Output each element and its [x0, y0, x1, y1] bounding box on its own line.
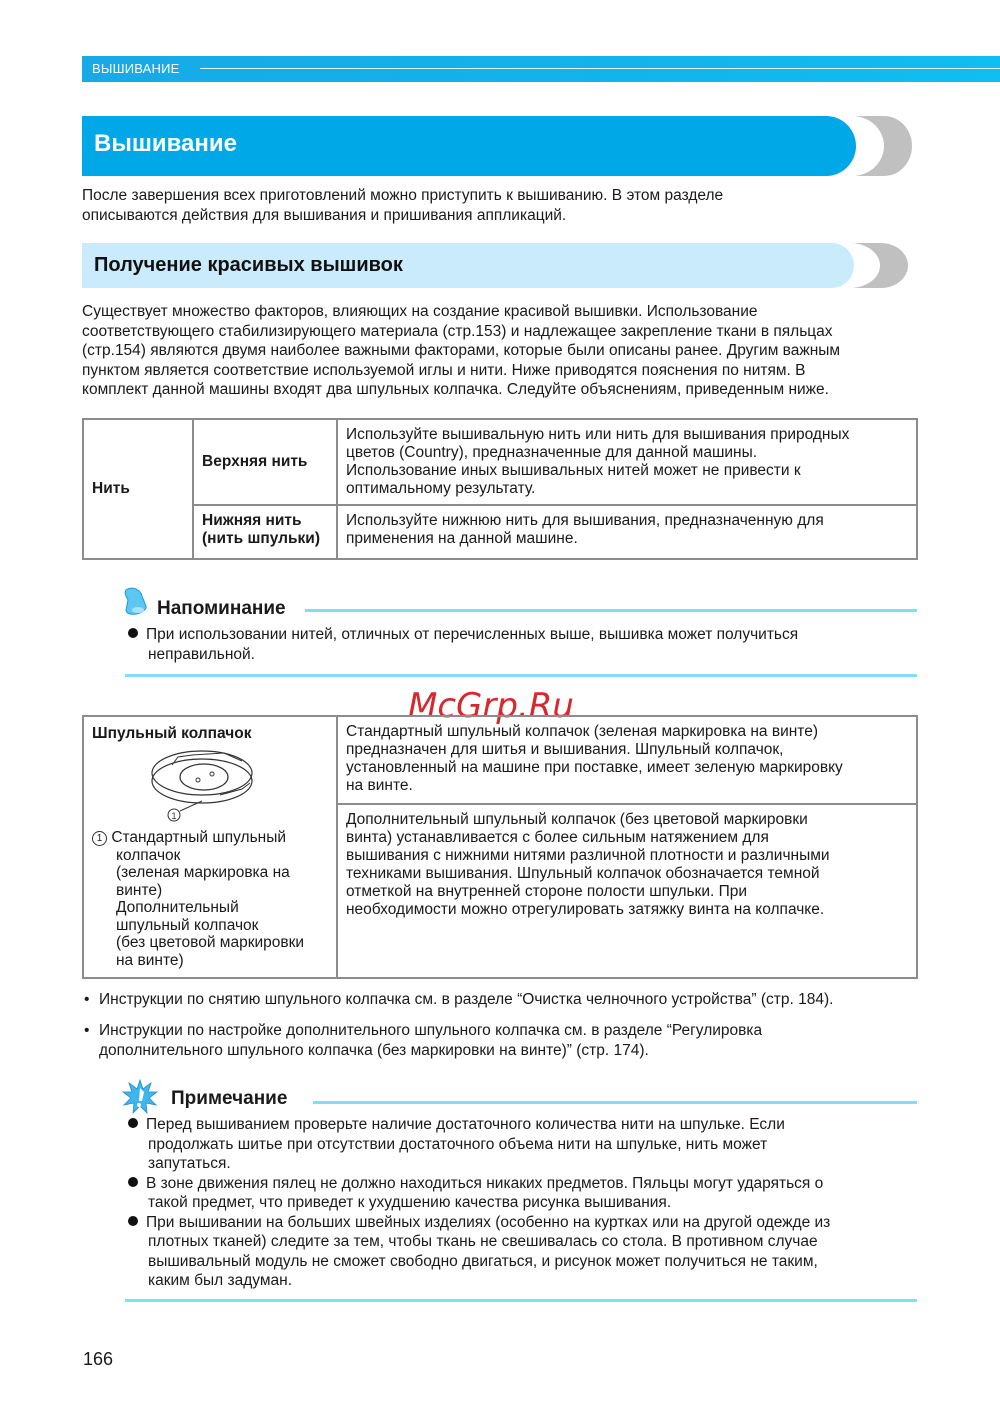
- upper-thread-label: Верхняя нить: [193, 419, 337, 505]
- text-line: отметкой на внутренней стороне полости шпульки. При: [346, 883, 748, 900]
- bobbin-case-cell: [83, 716, 337, 978]
- text-line: винта) устанавливается с более сильным натяжением для: [346, 829, 769, 846]
- text-line: Используйте вышивальную нить или нить для вышивания природных: [346, 426, 850, 443]
- text-line: дополнительного шпульного колпачка (без маркировки на винте)” (стр. 174).: [99, 1041, 649, 1059]
- bullet-icon: [128, 628, 138, 638]
- text-line: Стандартный шпульный колпачок (зеленая маркировка на винте): [346, 723, 819, 740]
- exclamation-burst-icon: [122, 1079, 158, 1115]
- page-title: Вышивание: [94, 130, 237, 157]
- text-line: При вышивании на больших швейных изделиях (особенно на куртках или на другой одежде из: [146, 1213, 831, 1231]
- text-line: предназначен для шитья и вышивания. Шпульный колпачок,: [346, 741, 784, 758]
- text-line: Перед вышиванием проверьте наличие достаточного количества нити на шпульке. Если: [146, 1116, 785, 1133]
- note-item: [128, 1174, 928, 1213]
- text-line: (без цветовой маркировки: [116, 934, 305, 951]
- section-title: Получение красивых вышивок: [94, 254, 403, 276]
- reminder-title: Напоминание: [157, 598, 286, 619]
- bobbin-thread-label: [193, 505, 337, 559]
- text-line: Использование иных вышивальных нитей может не привести к: [346, 462, 801, 479]
- thread-table: [82, 418, 918, 560]
- note-title: Примечание: [171, 1088, 288, 1109]
- bullet-icon: [128, 1118, 138, 1128]
- note-end-rule: [125, 1299, 917, 1302]
- text-line: Инструкции по настройке дополнительного шпульного колпачка см. в разделе “Регулировка: [99, 1022, 763, 1039]
- bobbin-case-table: [82, 715, 918, 979]
- text-line: В зоне движения пялец не должно находиться никаких предметов. Пяльцы могут ударяться о: [146, 1174, 824, 1192]
- callout-number: 1: [92, 831, 107, 846]
- text-line: Существует множество факторов, влияющих на создание красивой вышивки. Использование: [82, 303, 758, 320]
- text-line: необходимости можно отрегулировать затяжку винта на колпачке.: [346, 901, 825, 918]
- text-line: Инструкции по снятию шпульного колпачка см. в разделе “Очистка челночного устройства” (стр. 184).: [99, 991, 834, 1008]
- text-line: такой предмет, что приведет к ухудшению качества рисунка вышивания.: [148, 1194, 672, 1211]
- text-line: шпульный колпачок: [116, 916, 259, 934]
- text-line: При использовании нитей, отличных от перечисленных выше, вышивка может получиться: [146, 626, 799, 643]
- section-title-bar: [82, 243, 854, 288]
- reminder-end-rule: [125, 674, 917, 677]
- standard-bobbin-text: [337, 716, 917, 804]
- note-item: [128, 1115, 928, 1174]
- text-line: применения на данной машине.: [346, 530, 578, 547]
- note-title-rule: [313, 1101, 917, 1104]
- note-list: [128, 1115, 928, 1291]
- text-line: (стр.154) являются двумя наиболее важными факторами, которые были описаны ранее. Другим важным: [82, 342, 841, 359]
- intro-paragraph: [82, 186, 922, 225]
- instruction-item: [84, 1021, 924, 1060]
- text-line: Нижняя нить: [202, 512, 302, 529]
- text-line: техниками вышивания. Шпульный колпачок обозначается темной: [346, 865, 820, 882]
- text-line: колпачок: [116, 846, 181, 864]
- upper-thread-text: [337, 419, 917, 505]
- bullet-icon: [128, 1216, 138, 1226]
- text-line: комплект данной машины входят два шпульных колпачка. Следуйте объяснениям, приведенным ниже.: [82, 381, 829, 398]
- text-line: плотных тканей) следите за тем, чтобы ткань не свешивалась со стола. В противном случае: [148, 1233, 818, 1250]
- text-line: Стандартный шпульный: [111, 829, 287, 846]
- text-line: неправильной.: [148, 645, 255, 663]
- text-line: запутаться.: [148, 1155, 231, 1172]
- text-line: вышивания с нижними нитями различной плотности и различными: [346, 847, 830, 864]
- bullet-icon: [128, 1177, 138, 1187]
- table-row: [83, 419, 917, 505]
- note-item: [128, 1213, 928, 1291]
- text-line: на винте.: [346, 777, 413, 794]
- bullet-icon: •: [84, 1022, 90, 1039]
- text-line: вышивальный модуль не сможет свободно двигаться, и рисунок может получиться не таким,: [148, 1252, 818, 1270]
- text-line: продолжать шитье при отсутствии достаточного объема нити на шпульке, нить может: [148, 1135, 768, 1153]
- page-title-bar: [82, 116, 856, 176]
- table-row: [83, 716, 917, 804]
- reminder-item: [128, 625, 918, 664]
- reminder-title-rule: [305, 609, 917, 612]
- running-header-rule: [200, 68, 1000, 69]
- text-line: (зеленая маркировка на: [116, 864, 290, 881]
- text-line: цветов (Country), предназначенные для данной машины.: [346, 444, 758, 461]
- optional-bobbin-text: [337, 804, 917, 978]
- page-number: 166: [83, 1349, 114, 1369]
- bobbin-case-illustration: [92, 743, 328, 829]
- text-line: соответствующего стабилизирующего материала (стр.153) и надлежащее закрепление ткани в пяльцах: [82, 322, 833, 340]
- bobbin-thread-text: [337, 505, 917, 559]
- running-header: [82, 56, 1000, 82]
- thread-group-label: Нить: [83, 419, 193, 559]
- text-line: винте): [116, 881, 163, 899]
- text-line: описываются действия для вышивания и пришивания аппликаций.: [82, 206, 567, 224]
- instruction-item: [84, 990, 924, 1010]
- bobbin-case-icon: [92, 743, 328, 829]
- text-line: пунктом является соответствие используемой иглы и нити. Ниже приводятся пояснения по нитям. В: [82, 361, 806, 379]
- text-line: Дополнительный: [116, 899, 239, 916]
- text-line: Дополнительный шпульный колпачок (без цветовой маркировки: [346, 811, 808, 828]
- bobbin-case-label: Шпульный колпачок: [92, 725, 252, 742]
- bullet-icon: •: [84, 991, 90, 1008]
- svg-text:1: 1: [171, 811, 177, 821]
- table-row: [83, 505, 917, 559]
- text-line: (нить шпульки): [202, 530, 320, 547]
- text-line: каким был задуман.: [148, 1272, 293, 1289]
- bell-icon: [120, 586, 150, 618]
- text-line: оптимальному результату.: [346, 480, 536, 497]
- text-line: установленный на машине при поставке, имеет зеленую маркировку: [346, 759, 843, 776]
- text-line: После завершения всех приготовлений можно приступить к вышиванию. В этом разделе: [82, 187, 724, 204]
- section-paragraph: [82, 302, 932, 400]
- watermark: McGrp.Ru: [408, 686, 574, 726]
- running-header-label: ВЫШИВАНИЕ: [92, 61, 180, 76]
- text-line: Используйте нижнюю нить для вышивания, предназначенную для: [346, 512, 824, 529]
- bobbin-case-caption: [92, 829, 328, 969]
- text-line: на винте): [116, 951, 184, 969]
